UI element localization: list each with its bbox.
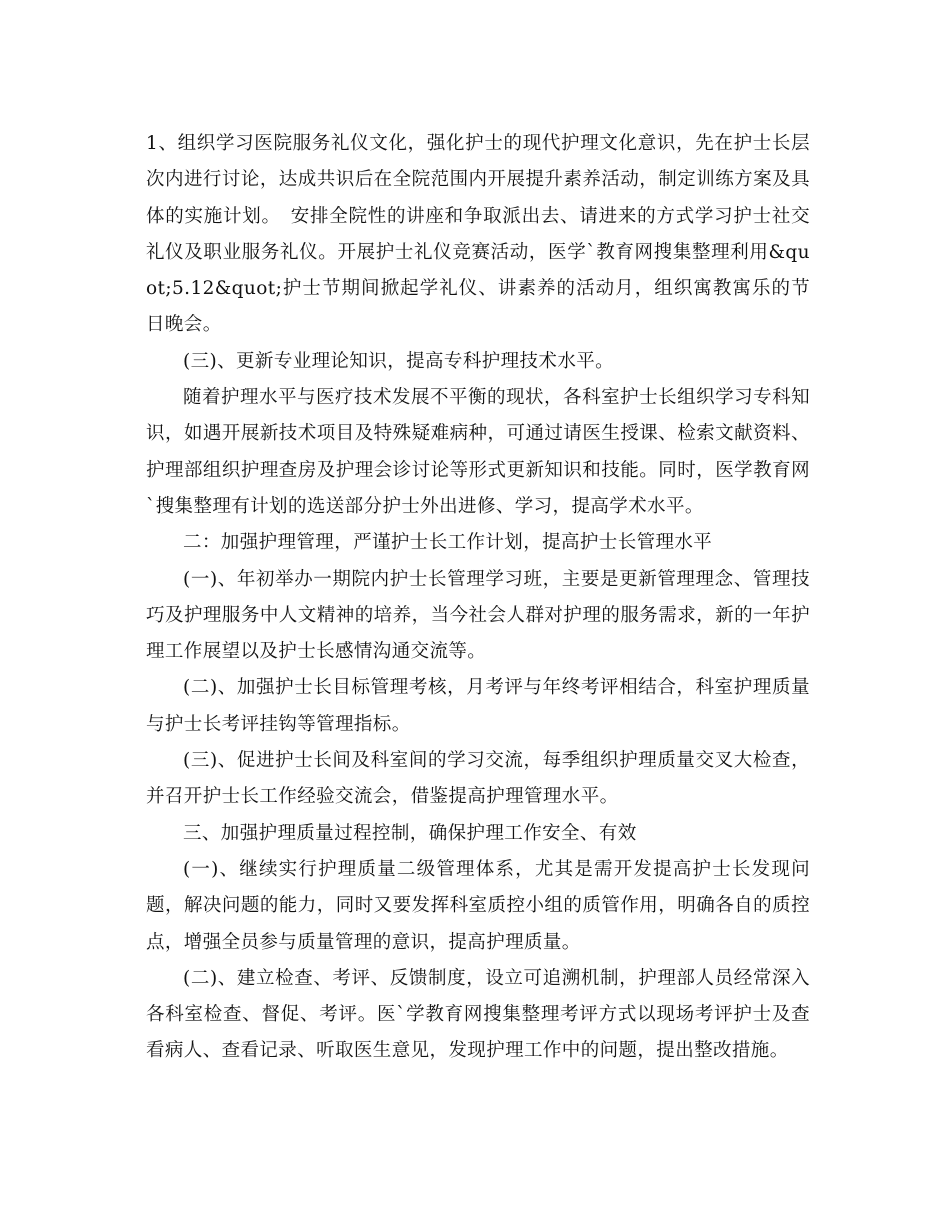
section-heading-update-knowledge: (三)、更新专业理论知识，提高专科护理技术水平。 xyxy=(183,350,615,372)
paragraph-specialty-learning: 随着护理水平与医疗技术发展不平衡的现状，各科室护士长组织学习专科知识，如遇开展新技术项目及特殊疑难病种，可通过请医生授课、检索文献资料、护理部组织护理查房及护理会诊讨论等形式更新知识和技能。同时，医学教育网`搜集整理有计划的选送部分护士外出进修、学习，提高学术水平。 xyxy=(146,387,810,517)
paragraph-management-training: (一)、年初举办一期院内护士长管理学习班，主要是更新管理理念、管理技巧及护理服务中人文精神的培养，当今社会人群对护理的服务需求，新的一年护理工作展望以及护士长感情沟通交流等。 xyxy=(146,568,810,663)
paragraph-exchange-inspection: (三)、促进护士长间及科室间的学习交流，每季组织护理质量交叉大检查，并召开护士长工作经验交流会，借鉴提高护理管理水平。 xyxy=(146,750,810,808)
paragraph-etiquette-training: 1、组织学习医院服务礼仪文化，强化护士的现代护理文化意识，先在护士长层次内进行讨论，达成共识后在全院范围内开展提升素养活动，制定训练方案及具体的实施计划。 安排全院性的讲座和争取派出去、请进来的方式学习护士社交礼仪及职业服务礼仪。开展护士礼仪竞赛活动，医学`教育网搜集整理利用&quot;5.12&quot;护士节期间掀起学礼仪、讲素养的活动月，组织寓教寓乐的节日晚会。 xyxy=(146,133,810,336)
section-heading-quality-control: 三、加强护理质量过程控制，确保护理工作安全、有效 xyxy=(183,822,637,844)
section-heading-nursing-management: 二：加强护理管理，严谨护士长工作计划，提高护士长管理水平 xyxy=(183,532,713,554)
document-body xyxy=(146,126,810,1070)
paragraph-two-level-management: (一)、继续实行护理质量二级管理体系，尤其是需开发提高护士长发现问题，解决问题的能力，同时又要发挥科室质控小组的质管作用，明确各自的质控点，增强全员参与质量管理的意识，提高护理质量。 xyxy=(146,858,810,953)
paragraph-target-assessment: (二)、加强护士长目标管理考核，月考评与年终考评相结合，科室护理质量与护士长考评挂钩等管理指标。 xyxy=(146,677,810,735)
paragraph-inspection-feedback: (二)、建立检查、考评、反馈制度，设立可追溯机制，护理部人员经常深入各科室检查、督促、考评。医`学教育网搜集整理考评方式以现场考评护士及查看病人、查看记录、听取医生意见，发现护理工作中的问题，提出整改措施。 xyxy=(146,967,810,1062)
